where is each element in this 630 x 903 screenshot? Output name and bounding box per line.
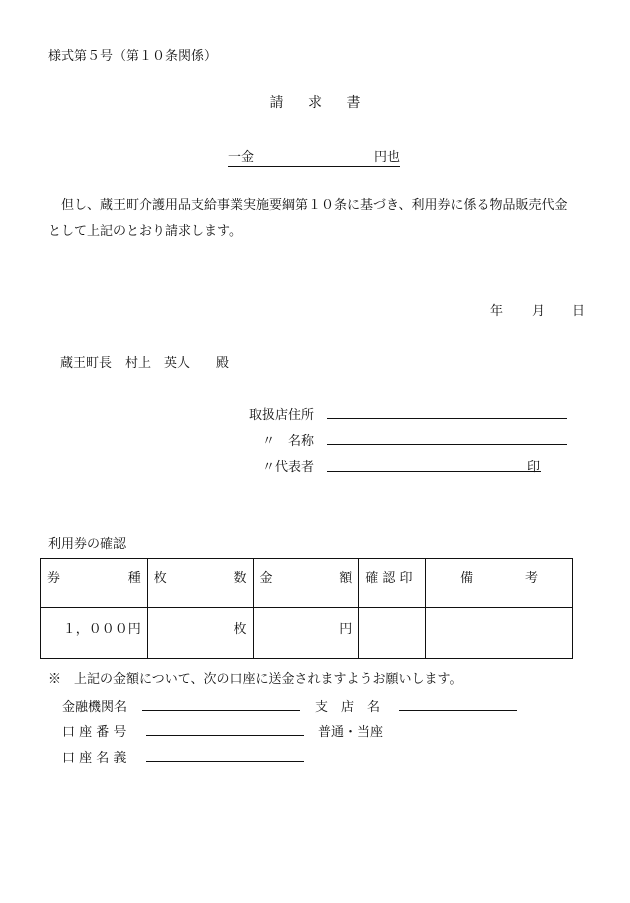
cell-denomination: １，０００円 — [41, 608, 148, 659]
seal-mark: 印 — [527, 460, 541, 475]
amount-line[interactable] — [228, 146, 400, 167]
paragraph-line-1: 但し、蔵王町介護用品支給事業実施要綱第１０条に基づき、利用券に係る物品販売代金 — [61, 198, 568, 213]
form-number: 様式第５号（第１０条関係） — [48, 49, 218, 64]
title-char-3: 書 — [346, 95, 361, 111]
cell-remarks[interactable] — [426, 608, 573, 659]
paragraph-line-2: として上記のとおり請求します。 — [48, 224, 242, 239]
bank-institution-line[interactable] — [142, 710, 300, 711]
account-type[interactable]: 普通・当座 — [318, 725, 384, 740]
voucher-table — [40, 558, 573, 659]
account-number-label: 口 座 番 号 — [62, 725, 127, 740]
cell-amount[interactable]: 円 — [253, 608, 359, 659]
account-holder-line[interactable] — [146, 761, 304, 762]
header-confirm-seal: 確 認 印 — [359, 559, 426, 608]
vendor-name-label: 〃 名称 — [261, 434, 314, 449]
account-holder-label: 口 座 名 義 — [62, 751, 127, 766]
date-day: 日 — [572, 304, 586, 319]
title-char-1: 請 — [269, 95, 284, 111]
vendor-address-line[interactable] — [327, 418, 567, 419]
amount-prefix: 一金 — [228, 150, 255, 165]
bank-branch-label: 支 店 名 — [315, 700, 381, 715]
header-remarks: 備 考 — [426, 559, 573, 608]
vendor-address-label: 取扱店住所 — [248, 408, 314, 423]
date-year: 年 — [490, 304, 504, 319]
date-month: 月 — [532, 304, 546, 319]
account-number-line[interactable] — [146, 735, 304, 736]
title-char-2: 求 — [308, 95, 322, 111]
header-count: 枚 数 — [147, 559, 253, 608]
cell-count[interactable]: 枚 — [147, 608, 253, 659]
request-paragraph — [48, 193, 588, 245]
voucher-section-title: 利用券の確認 — [48, 537, 127, 552]
vendor-name-line[interactable] — [327, 444, 567, 445]
amount-suffix: 円也 — [373, 150, 400, 165]
transfer-note: ※ 上記の金額について、次の口座に送金されますようお願いします。 — [48, 672, 463, 687]
bank-institution-label: 金融機関名 — [62, 700, 128, 715]
vendor-rep-line[interactable] — [327, 471, 541, 472]
table-header-row — [41, 559, 573, 608]
header-denomination: 券 種 — [41, 559, 148, 608]
document-title — [0, 92, 630, 112]
bank-branch-line[interactable] — [399, 710, 517, 711]
vendor-rep-label: 〃代表者 — [261, 460, 314, 475]
addressee: 蔵王町長 村上 英人 殿 — [60, 356, 230, 371]
table-row — [41, 608, 573, 659]
cell-confirm-seal[interactable] — [359, 608, 426, 659]
header-amount: 金 額 — [253, 559, 359, 608]
